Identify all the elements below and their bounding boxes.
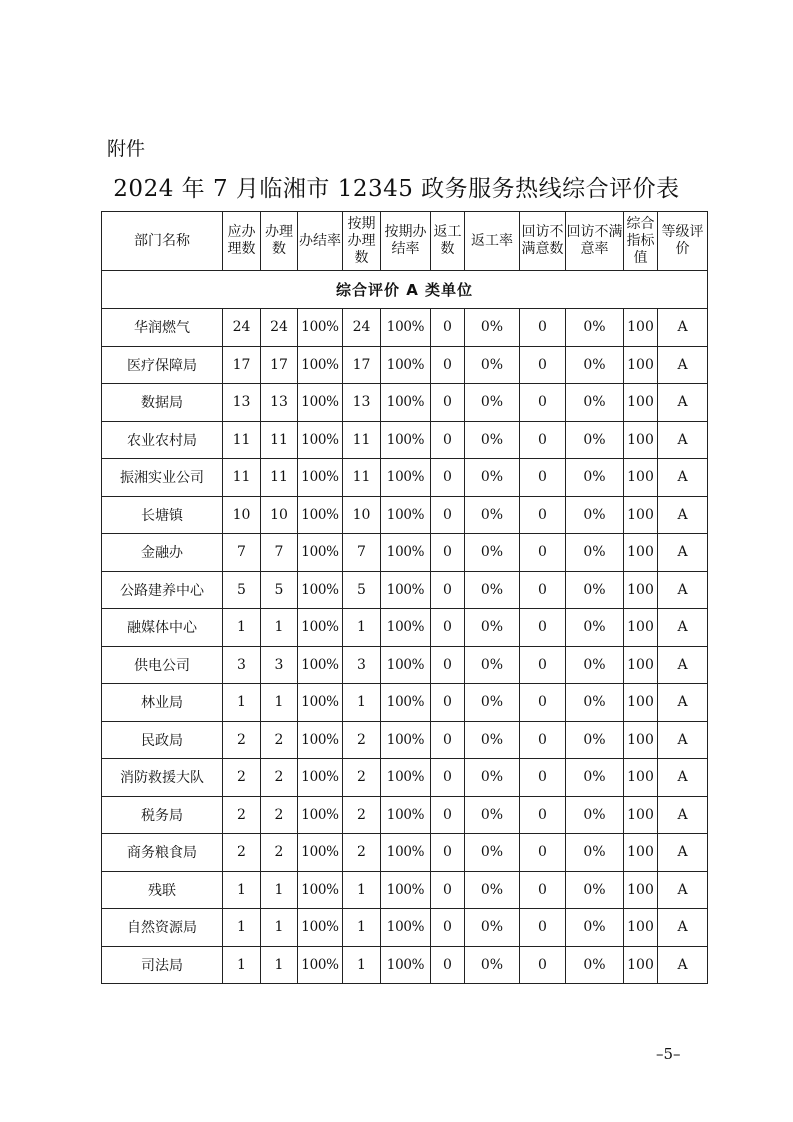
cell-index: 100 [624, 946, 658, 984]
cell-rate: 100% [298, 459, 343, 497]
cell-should: 1 [223, 684, 261, 722]
cell-grade: A [658, 946, 708, 984]
table-header-row [102, 212, 708, 271]
cell-ontime: 1 [343, 909, 381, 947]
cell-should: 2 [223, 759, 261, 797]
cell-dissat: 0 [520, 946, 566, 984]
cell-dissat: 0 [520, 346, 566, 384]
table-row [102, 421, 708, 459]
cell-rework-rate: 0% [465, 909, 520, 947]
cell-dept: 公路建养中心 [102, 571, 223, 609]
cell-rework: 0 [431, 834, 465, 872]
cell-rework-rate: 0% [465, 759, 520, 797]
table-row [102, 459, 708, 497]
cell-grade: A [658, 871, 708, 909]
cell-dissat-rate: 0% [566, 909, 624, 947]
cell-ontime-rate: 100% [381, 684, 431, 722]
cell-rework-rate: 0% [465, 421, 520, 459]
cell-should: 5 [223, 571, 261, 609]
cell-grade: A [658, 571, 708, 609]
cell-dissat: 0 [520, 721, 566, 759]
cell-handled: 1 [261, 609, 298, 647]
cell-dissat-rate: 0% [566, 684, 624, 722]
cell-ontime-rate: 100% [381, 721, 431, 759]
cell-dissat: 0 [520, 759, 566, 797]
cell-handled: 17 [261, 346, 298, 384]
cell-ontime: 2 [343, 796, 381, 834]
cell-rework-rate: 0% [465, 946, 520, 984]
cell-rework: 0 [431, 496, 465, 534]
attachment-label: 附件 [107, 138, 146, 160]
cell-dissat: 0 [520, 834, 566, 872]
cell-dissat-rate: 0% [566, 309, 624, 347]
header-dept: 部门名称 [102, 212, 223, 271]
cell-rework: 0 [431, 459, 465, 497]
cell-ontime-rate: 100% [381, 796, 431, 834]
cell-dissat-rate: 0% [566, 534, 624, 572]
cell-dissat-rate: 0% [566, 871, 624, 909]
cell-rate: 100% [298, 346, 343, 384]
cell-ontime: 11 [343, 421, 381, 459]
table-row [102, 796, 708, 834]
cell-rework-rate: 0% [465, 384, 520, 422]
cell-rework-rate: 0% [465, 721, 520, 759]
table-row [102, 384, 708, 422]
cell-grade: A [658, 759, 708, 797]
cell-rate: 100% [298, 909, 343, 947]
cell-ontime: 7 [343, 534, 381, 572]
cell-dissat-rate: 0% [566, 459, 624, 497]
cell-ontime-rate: 100% [381, 421, 431, 459]
cell-dissat-rate: 0% [566, 384, 624, 422]
cell-index: 100 [624, 421, 658, 459]
cell-dissat-rate: 0% [566, 421, 624, 459]
cell-grade: A [658, 459, 708, 497]
cell-dept: 华润燃气 [102, 309, 223, 347]
cell-should: 1 [223, 609, 261, 647]
cell-rework: 0 [431, 609, 465, 647]
cell-handled: 2 [261, 721, 298, 759]
cell-ontime-rate: 100% [381, 946, 431, 984]
cell-dept: 供电公司 [102, 646, 223, 684]
header-rework: 返工数 [431, 212, 465, 271]
cell-should: 2 [223, 796, 261, 834]
table-row [102, 946, 708, 984]
cell-index: 100 [624, 796, 658, 834]
cell-ontime: 5 [343, 571, 381, 609]
cell-rate: 100% [298, 421, 343, 459]
cell-dissat-rate: 0% [566, 646, 624, 684]
cell-rate: 100% [298, 646, 343, 684]
header-handled: 办理数 [261, 212, 298, 271]
cell-ontime: 1 [343, 946, 381, 984]
table-row [102, 534, 708, 572]
cell-rework: 0 [431, 346, 465, 384]
cell-handled: 5 [261, 571, 298, 609]
cell-should: 10 [223, 496, 261, 534]
cell-dept: 税务局 [102, 796, 223, 834]
cell-ontime-rate: 100% [381, 384, 431, 422]
cell-rework: 0 [431, 571, 465, 609]
cell-rate: 100% [298, 609, 343, 647]
cell-rate: 100% [298, 534, 343, 572]
cell-rework-rate: 0% [465, 684, 520, 722]
cell-rework: 0 [431, 684, 465, 722]
cell-rework-rate: 0% [465, 796, 520, 834]
cell-rework: 0 [431, 796, 465, 834]
cell-ontime-rate: 100% [381, 571, 431, 609]
table-row [102, 759, 708, 797]
cell-dissat: 0 [520, 796, 566, 834]
header-dissat-rate: 回访不满意率 [566, 212, 624, 271]
cell-dissat: 0 [520, 459, 566, 497]
cell-handled: 1 [261, 946, 298, 984]
cell-dissat: 0 [520, 609, 566, 647]
cell-dissat: 0 [520, 646, 566, 684]
cell-rate: 100% [298, 759, 343, 797]
cell-ontime: 10 [343, 496, 381, 534]
section-title: 综合评价 A 类单位 [102, 271, 708, 309]
cell-grade: A [658, 309, 708, 347]
cell-index: 100 [624, 871, 658, 909]
table-row [102, 646, 708, 684]
cell-grade: A [658, 609, 708, 647]
cell-rework: 0 [431, 309, 465, 347]
cell-index: 100 [624, 834, 658, 872]
cell-grade: A [658, 909, 708, 947]
cell-grade: A [658, 346, 708, 384]
cell-dissat-rate: 0% [566, 346, 624, 384]
cell-rework-rate: 0% [465, 871, 520, 909]
cell-dept: 农业农村局 [102, 421, 223, 459]
cell-dissat: 0 [520, 496, 566, 534]
cell-rework-rate: 0% [465, 834, 520, 872]
cell-grade: A [658, 496, 708, 534]
cell-should: 13 [223, 384, 261, 422]
cell-dissat: 0 [520, 871, 566, 909]
cell-ontime-rate: 100% [381, 309, 431, 347]
cell-rate: 100% [298, 571, 343, 609]
cell-rework-rate: 0% [465, 646, 520, 684]
cell-should: 1 [223, 946, 261, 984]
cell-rate: 100% [298, 871, 343, 909]
cell-dissat-rate: 0% [566, 571, 624, 609]
cell-dissat: 0 [520, 534, 566, 572]
cell-rework: 0 [431, 946, 465, 984]
cell-rate: 100% [298, 946, 343, 984]
cell-index: 100 [624, 646, 658, 684]
cell-ontime-rate: 100% [381, 871, 431, 909]
cell-rework-rate: 0% [465, 346, 520, 384]
cell-index: 100 [624, 346, 658, 384]
cell-index: 100 [624, 759, 658, 797]
cell-ontime-rate: 100% [381, 534, 431, 572]
cell-should: 3 [223, 646, 261, 684]
cell-rate: 100% [298, 684, 343, 722]
cell-dept: 商务粮食局 [102, 834, 223, 872]
cell-ontime-rate: 100% [381, 609, 431, 647]
cell-handled: 24 [261, 309, 298, 347]
cell-index: 100 [624, 571, 658, 609]
cell-rework-rate: 0% [465, 609, 520, 647]
cell-handled: 11 [261, 421, 298, 459]
cell-dept: 融媒体中心 [102, 609, 223, 647]
cell-handled: 11 [261, 459, 298, 497]
cell-grade: A [658, 721, 708, 759]
cell-ontime-rate: 100% [381, 646, 431, 684]
header-ontime-rate: 按期办结率 [381, 212, 431, 271]
table-row [102, 834, 708, 872]
cell-ontime: 24 [343, 309, 381, 347]
cell-dept: 数据局 [102, 384, 223, 422]
cell-ontime: 11 [343, 459, 381, 497]
cell-should: 11 [223, 459, 261, 497]
cell-dissat-rate: 0% [566, 609, 624, 647]
cell-dissat: 0 [520, 421, 566, 459]
cell-rework-rate: 0% [465, 309, 520, 347]
table-row [102, 496, 708, 534]
cell-dissat-rate: 0% [566, 496, 624, 534]
cell-dept: 残联 [102, 871, 223, 909]
cell-dissat: 0 [520, 309, 566, 347]
cell-dissat: 0 [520, 684, 566, 722]
header-grade: 等级评价 [658, 212, 708, 271]
cell-dept: 金融办 [102, 534, 223, 572]
cell-ontime-rate: 100% [381, 834, 431, 872]
cell-dissat: 0 [520, 909, 566, 947]
cell-index: 100 [624, 309, 658, 347]
cell-dissat-rate: 0% [566, 721, 624, 759]
cell-grade: A [658, 384, 708, 422]
cell-grade: A [658, 684, 708, 722]
header-ontime: 按期办理数 [343, 212, 381, 271]
cell-rework: 0 [431, 384, 465, 422]
cell-rate: 100% [298, 796, 343, 834]
cell-handled: 1 [261, 684, 298, 722]
cell-should: 1 [223, 871, 261, 909]
section-row [102, 271, 708, 309]
cell-should: 2 [223, 834, 261, 872]
cell-dept: 医疗保障局 [102, 346, 223, 384]
table-row [102, 684, 708, 722]
cell-rate: 100% [298, 496, 343, 534]
cell-dept: 长塘镇 [102, 496, 223, 534]
cell-index: 100 [624, 384, 658, 422]
cell-ontime-rate: 100% [381, 459, 431, 497]
cell-grade: A [658, 796, 708, 834]
cell-ontime: 13 [343, 384, 381, 422]
evaluation-table [101, 211, 708, 984]
table-row [102, 609, 708, 647]
cell-should: 11 [223, 421, 261, 459]
cell-dissat-rate: 0% [566, 834, 624, 872]
cell-grade: A [658, 421, 708, 459]
cell-index: 100 [624, 684, 658, 722]
cell-ontime-rate: 100% [381, 496, 431, 534]
cell-ontime-rate: 100% [381, 346, 431, 384]
cell-rate: 100% [298, 721, 343, 759]
table-row [102, 909, 708, 947]
cell-rework: 0 [431, 534, 465, 572]
cell-ontime-rate: 100% [381, 909, 431, 947]
cell-ontime: 2 [343, 834, 381, 872]
header-index: 综合指标值 [624, 212, 658, 271]
cell-ontime: 1 [343, 609, 381, 647]
header-rework-rate: 返工率 [465, 212, 520, 271]
cell-index: 100 [624, 721, 658, 759]
cell-rework-rate: 0% [465, 459, 520, 497]
cell-handled: 13 [261, 384, 298, 422]
cell-rate: 100% [298, 309, 343, 347]
cell-dept: 振湘实业公司 [102, 459, 223, 497]
cell-index: 100 [624, 534, 658, 572]
cell-grade: A [658, 646, 708, 684]
cell-index: 100 [624, 496, 658, 534]
cell-dissat: 0 [520, 384, 566, 422]
cell-handled: 1 [261, 871, 298, 909]
header-rate: 办结率 [298, 212, 343, 271]
cell-handled: 1 [261, 909, 298, 947]
cell-index: 100 [624, 609, 658, 647]
cell-dissat-rate: 0% [566, 796, 624, 834]
cell-ontime: 2 [343, 759, 381, 797]
cell-rework: 0 [431, 909, 465, 947]
table-row [102, 571, 708, 609]
cell-should: 2 [223, 721, 261, 759]
page-number: –5– [656, 1045, 681, 1063]
cell-rate: 100% [298, 834, 343, 872]
cell-should: 7 [223, 534, 261, 572]
table-row [102, 309, 708, 347]
cell-ontime: 1 [343, 684, 381, 722]
cell-rework-rate: 0% [465, 496, 520, 534]
page-title: 2024 年 7 月临湘市 12345 政务服务热线综合评价表 [113, 176, 680, 202]
cell-rework-rate: 0% [465, 534, 520, 572]
cell-grade: A [658, 834, 708, 872]
cell-rework: 0 [431, 759, 465, 797]
cell-ontime: 3 [343, 646, 381, 684]
cell-handled: 10 [261, 496, 298, 534]
cell-rework: 0 [431, 721, 465, 759]
cell-handled: 2 [261, 834, 298, 872]
cell-index: 100 [624, 909, 658, 947]
cell-handled: 7 [261, 534, 298, 572]
cell-rework: 0 [431, 871, 465, 909]
cell-rework: 0 [431, 646, 465, 684]
cell-should: 24 [223, 309, 261, 347]
cell-rework-rate: 0% [465, 571, 520, 609]
cell-dissat-rate: 0% [566, 946, 624, 984]
cell-index: 100 [624, 459, 658, 497]
cell-dept: 自然资源局 [102, 909, 223, 947]
cell-ontime: 17 [343, 346, 381, 384]
cell-ontime: 2 [343, 721, 381, 759]
cell-dissat-rate: 0% [566, 759, 624, 797]
cell-dept: 司法局 [102, 946, 223, 984]
cell-handled: 3 [261, 646, 298, 684]
table-row [102, 346, 708, 384]
cell-handled: 2 [261, 759, 298, 797]
header-dissat: 回访不满意数 [520, 212, 566, 271]
cell-grade: A [658, 534, 708, 572]
cell-rework: 0 [431, 421, 465, 459]
header-should: 应办理数 [223, 212, 261, 271]
cell-dept: 林业局 [102, 684, 223, 722]
cell-dissat: 0 [520, 571, 566, 609]
cell-dept: 民政局 [102, 721, 223, 759]
table-row [102, 871, 708, 909]
cell-ontime-rate: 100% [381, 759, 431, 797]
cell-handled: 2 [261, 796, 298, 834]
cell-should: 1 [223, 909, 261, 947]
table-row [102, 721, 708, 759]
cell-dept: 消防救援大队 [102, 759, 223, 797]
cell-should: 17 [223, 346, 261, 384]
cell-rate: 100% [298, 384, 343, 422]
cell-ontime: 1 [343, 871, 381, 909]
